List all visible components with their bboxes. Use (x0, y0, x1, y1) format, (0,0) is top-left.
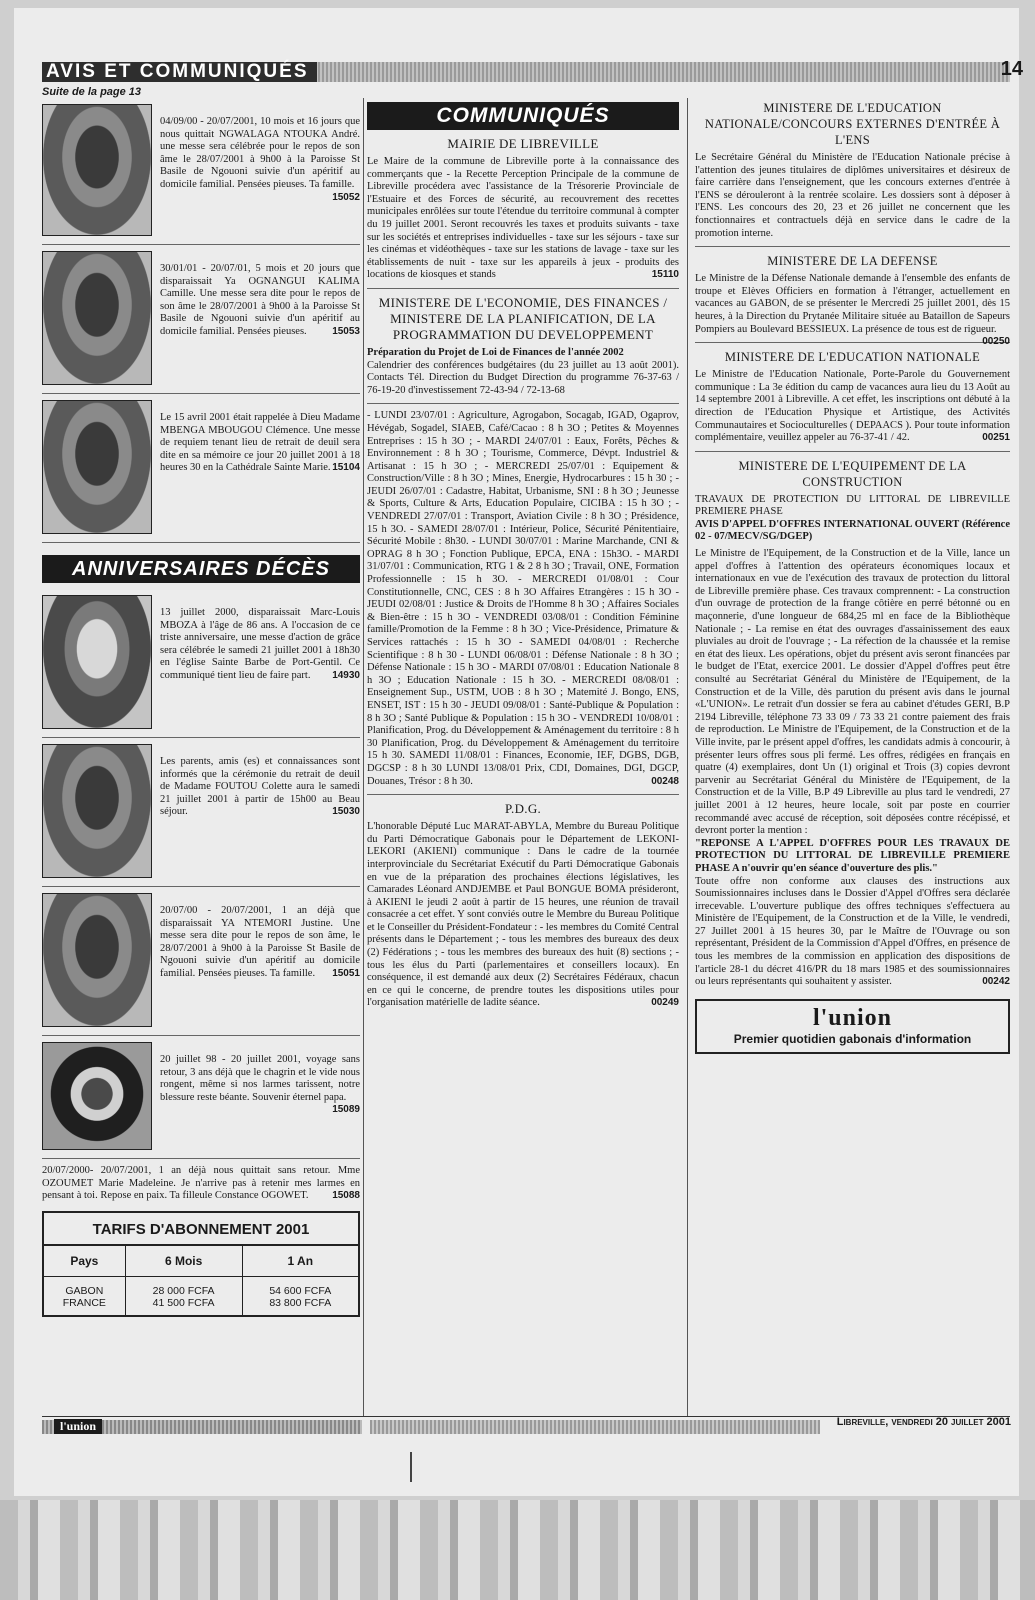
union-tagline: Premier quotidien gabonais d'information (733, 1031, 972, 1046)
equipement-text: Le Ministre de l'Equipement, de la Construction et de la Ville, lance un appel d'offres à l'attention des opérateurs économiques locaux et internationaux en vue de l'exécution des travaux de protection du littoral de Libreville première phase. Ces travaux comprennent: - La construction d'un ouvrage de protection de la frange côtière en perré bétonné ou en maçonnerie, d'une longueur de 684,25 ml en face de la Bibliothèque Nationale ; - La remise en état des ouvrages d'assainissement des eaux pluviales au droit de l'ouvrage ; - La réfection de la chaussée et la remise en état des lieux. Les opérations, objet du présent avis seront financées par le budget de l'Etat, exercice 2001. Le dossier d'Appel d'offres peut être consulté au Secrétariat Général du Ministère de l'Equipement, de la Construction et de la Ville, dès parution du présent avis dans le journal «L'UNION». Le retrait d'un dossier se fera au cabinet d'études GERI, B.P 2194 Libreville, téléphone 73 33 09 / 73 33 21 contre paiement des frais de reproduction. Le Ministre de l'Equipement, de la Construction et de la Ville invite, par le présent appel d'offres, les candidats admis à concourir, à présenter leurs offres sous pli fermé. Les offres, rédigées en français en quatre (4) exemplaires, dont Un (1) original et Trois (3) copies devront parvenir au Secrétariat Général du Ministère de l'Equipement, de la Construction et de la Ville, B.P 49 Libreville au plus tard le vendredi, 27 juillet 2001 à 12 heures, heure locale, soit par poste en courrier recommandé avec accusé de réception, soit déposées contre récépissé, et devront porter la mention : (695, 548, 1010, 837)
ad-reference: 00250 (982, 336, 1010, 348)
ad-reference: 15030 (332, 806, 360, 818)
portrait-photo (42, 400, 152, 534)
left-column (42, 98, 360, 1317)
anniversary-item (42, 1036, 360, 1159)
ens-text: Le Secrétaire Général du Ministère de l'Education Nationale précise à l'attention des jeunes titulaires de diplômes universitaires et désireux de faire carrière dans l'enseignement, que les concours externes d'entrée à l'ENS se dérouleront à la rentrée scolaire. Les dossiers sont à déposer à l'ENS. Les concours des 20, 23 et 26 juillet ne concernent que les fonctionnaires et contractuels déjà en service dans le cadre de la promotion interne. (695, 152, 1010, 239)
divider (695, 246, 1010, 247)
column-header: 6 Mois (125, 1246, 242, 1277)
footer-logo: l'union (54, 1419, 102, 1434)
scan-background (0, 1500, 1035, 1600)
union-promo-box (695, 999, 1010, 1054)
tender-mention: "REPONSE A L'APPEL D'OFFRES POUR LES TRAVAUX DE PROTECTION DU LITTORAL DE LIBREVILLE PREMIERE PHASE A n'ouvrir qu'en séance d'ouverture des plis." (695, 837, 1010, 874)
anniversary-text: 20 juillet 98 - 20 juillet 2001, voyage sans retour, 3 ans déjà que le chagrin et le vide nous rongent, même si nos larmes tarissent, notre blessure reste béante. Souvenir éternel papa. (160, 1054, 360, 1103)
equipement-text-continued: Toute offre non conforme aux clauses des instructions aux Soumissionnaires incluses dans le Dossier d'Appel d'Offres sera déclarée irrecevable. L'ouverture publique des offres techniques s'effectuera au Ministère de l'Equipement, de la Construction et de la Ville, le vendredi, 27 Juillet 2001 à 15 heures 30, par le Maître de l'Ouvrage ou son représentant, Président de la Commission d'Appel d'Offres, en présence de tous les membres de la commission en application des dispositions de l'article 28-1 du décret 416/PR du 18 mars 1985 et des soumissionnaires ou leurs représentants qui souhaitent y assister. 00242 (695, 875, 1010, 988)
mairie-text: Le Maire de la commune de Libreville porte à la connaissance des commerçants que - la Recette Perception Principale de la commune de Libreville procédera avec l'assistance de la Trésorerie Provinciale de l'Estuaire et des Forces de sécurité, au recouvrement des recettes municipales enrôlées sur toute l'étendue du territoire communal à compter du 19 juillet 2001. Seront recouvrés les taxes et produits suivants - taxe sur les sociétés et entreprises individuelles - taxe sur les séjours - taxe sur les cinémas et vidéothèques - taxe sur les stations de lavage - taxe sur les établissements de nuit - taxe sur les appareils à jeux - produits des locations de kiosques et stands 15110 (367, 156, 679, 281)
footer-dateline: Libreville, vendredi 20 juillet 2001 (836, 1416, 1011, 1428)
portrait-photo (42, 744, 152, 878)
pdg-heading: P.D.G. (504, 801, 542, 817)
ad-reference: 14930 (332, 669, 360, 681)
table-cell: 41 500 FCFA (152, 1296, 215, 1309)
subscription-rates (42, 1211, 360, 1317)
anniversary-item (42, 589, 360, 738)
obituary-item (42, 98, 360, 245)
divider (695, 451, 1010, 452)
pdg-text: L'honorable Député Luc MARAT-ABYLA, Membre du Bureau Politique du Parti Démocratique Gabonais pour le Département de LEKONI-LEKORI (AKIENI) communique : Dans le cadre de la tournée interprovinciale du Secrétariat Exécutif du Parti Démocratique Gabonais en vue de la préparation des prochaines élections législatives, les Camarades Léonard ANDJEMBE et Paul BONGUE BOMA présideront, à AKIENI le jeudi 2 août à partir de 15 heures, une réunion de travail consacrée a cet effet. Y sont conviés outre le Membre du Bureau Politique et le Conseiller du Président-Fondateur : - les membres du Comité Central présents dans le Département ; - tous les membres des bureaux des deux (2) Fédérations ; - tous les membres des bureaux des huit (8) sections ; - tous les élus du Parti (parlementaires et conseillers locaux). En conséquence, il est demandé aux deux (2) Secrétaires Fédéraux, chacun en ce qui le concerne, de prendre toutes les dispositions utiles pour l'organisation matérielle de ladite séance. 00249 (367, 821, 679, 1009)
rates-table (44, 1246, 358, 1315)
economie-text: Calendrier des conférences budgétaires (du 23 juillet au 13 août 2001). Contacts Tél. Direction du Budget Direction du programme 76-37-63 / 76-19-20 d'investissement 72-43-94 / 72-13-68 (367, 359, 679, 396)
anniversaires-banner: ANNIVERSAIRES DÉCÈS (42, 555, 360, 583)
ad-reference: 15088 (332, 1190, 360, 1202)
obituary-text: 04/09/00 - 20/07/2001, 10 mois et 16 jours que nous quittait NGWALAGA NTOUKA André. une messe sera célébrée pour le repos de son âme le 28/07/2001 à 9h00 à la Paroisse St Basile de Ngouoni suivie d'un apéritif au domicile familial. Pensées pieuses. Ta famille. (160, 116, 360, 190)
ad-reference: 15110 (651, 269, 679, 281)
portrait-photo (42, 1042, 152, 1150)
anniversary-item (42, 887, 360, 1036)
ens-heading: MINISTERE DE L'EDUCATION NATIONALE/CONCOURS EXTERNES D'ENTRÉE À L'ENS (704, 101, 1001, 147)
ad-reference: 15104 (332, 462, 360, 474)
anniversary-text: 13 juillet 2000, disparaissait Marc-Louis MBOZA à l'âge de 86 ans. A l'occasion de ce triste anniversaire, une messe d'action de grâce sera célébrée le samedi 21 juillet 2001 à 18h30 en l'église Sainte Barbe de Port-Gentil. Ce communiqué tient lieu de faire part. (160, 607, 360, 681)
obituary-text: Le 15 avril 2001 était rappelée à Dieu Madame MBENGA MBOUGOU Clémence. Une messe de requiem tenant lieu de retrait de deuil sera dite en sa mémoire ce jour 20 juillet 2001 à 18 heures 30 en la Cathédrale Sainte Marie. (160, 412, 360, 474)
tender-notice-title: AVIS D'APPEL D'OFFRES INTERNATIONAL OUVERT (Référence 02 - 07/MECV/SG/DGEP) (695, 518, 1010, 543)
obituary-item (42, 394, 360, 543)
table-cell: 83 800 FCFA (269, 1296, 332, 1309)
economie-intro: Préparation du Projet de Loi de Finances de l'année 2002 (367, 346, 624, 358)
ad-reference: 15089 (332, 1104, 360, 1116)
middle-column (367, 98, 679, 1010)
education-text: Le Ministre de l'Education Nationale, Porte-Parole du Gouvernement communique : La 3e édition du camp de vacances aura lieu du 13 Août au 14 septembre 2001 à Libreville. A cet effet, les inscriptions ont débuté à la direction de l'Education Physique et Artistique, des Activités Communautaires et Socioculturelles ( DEPAACS ). Pour toute information complémentaire, veuillez appeler au 76-37-41 / 42. 00251 (695, 369, 1010, 444)
page-mark (410, 1452, 412, 1482)
ad-reference: 00242 (982, 976, 1010, 988)
anniversary-text: Les parents, amis (es) et connaissances sont informés que la cérémonie du retrait de deuil de Madame FOUTOU Colette aura le samedi 21 juillet 2001 à partir de 15h00 au Beau séjour. (160, 756, 360, 818)
equipement-heading: MINISTERE DE L'EQUIPEMENT DE LA CONSTRUCTION (738, 458, 967, 489)
obituary-text: 30/01/01 - 20/07/01, 5 mois et 20 jours que disparaissait Ya OGNANGUI KALIMA Camille. Une messe sera dite pour le repos de son âme le 28/07/2001 à 9h00 à la Paroisse St Basile de Ngouoni suivie d'un apéritif au domicile familial. Pensées pieuses. (160, 263, 360, 337)
right-column (695, 98, 1010, 1054)
divider (367, 403, 679, 404)
economie-heading: MINISTERE DE L'ECONOMIE, DES FINANCES / MINISTERE DE LA PLANIFICATION, DE LA PROGRAMMATION DU DEVELOPPEMENT (378, 294, 668, 342)
education-heading: MINISTERE DE L'EDUCATION NATIONALE (724, 350, 981, 365)
mairie-heading: MAIRIE DE LIBREVILLE (447, 136, 599, 151)
column-rule (687, 98, 688, 1416)
divider (367, 794, 679, 795)
footer-band (370, 1420, 820, 1434)
obituary-item (42, 245, 360, 394)
ad-reference: 00251 (982, 432, 1010, 444)
portrait-photo (42, 251, 152, 385)
rates-title: TARIFS D'ABONNEMENT 2001 (44, 1213, 358, 1246)
section-title: AVIS ET COMMUNIQUÉS (42, 62, 317, 82)
defense-text: Le Ministre de la Défense Nationale demande à l'ensemble des enfants de troupe et Elèves Officiers en formation à l'étranger, actuellement en vacances au GABON, de se présenter le Mercredi 25 juillet 2001, dès 15 heures, à la Direction du Prytanée Militaire située au Bataillon de Sapeurs Pompiers au Boulevard BESSIEUX. La présence de tous est de rigueur. 00250 (695, 273, 1010, 348)
column-header: 1 An (242, 1246, 358, 1277)
page-number: 14 (1000, 58, 1023, 80)
defense-heading: MINISTERE DE LA DEFENSE (767, 254, 938, 269)
column-rule (363, 98, 364, 1416)
portrait-photo (42, 893, 152, 1027)
equipement-subheading: TRAVAUX DE PROTECTION DU LITTORAL DE LIBREVILLE PREMIERE PHASE (695, 493, 1010, 518)
budget-schedule: - LUNDI 23/07/01 : Agriculture, Agrogabon, Socagab, IGAD, Ogaprov, Hévégab, Sogadel, SIAEB, Café/Cacao : 8 h 3O ; Petites & Moyennes Entreprises : 15 h 3O ; - MARDI 24/07/01 : Eaux, Forêts, Pêches & Environnement : 8 h 3O ; Tourisme, Commerce, Dévpt. Industriel & Artisanat : 15 h 3O ; - MERCREDI 25/07/01 : Equipement & Construction/Ville : 8 h 3O ; Mines, Energie, Hydrocarbures : 15 h 30 ; - JEUDI 26/07/01 : Cadastre, Habitat, Urbanisme, SNI : 8 h 3O ; Jeunesse & Sports, Culture & Arts, Education Populaire, CICIBA : 15 h 3O ; - VENDREDI 27/07/01 : Transport, Aviation Civile : 8 h 3O ; Présidence, 15 h 3O. - SAMEDI 28/07/01 : Intérieur, Police, Sécurité Pénitentiaire, Sécurité Mobile : 8h30. - LUNDI 30/07/01 : Marine Marchande, CNI & OPRAG 8 h 3O ; Fonction Publique, EPCA, ENA : 15h3O. - MARDI 31/07/01 : Communication, RTG 1 & 2 8 h 3O ; Travail, ONE, Formation Professionnelle : 15 h 3O. - MERCREDI 01/08/01 : Cour Constitutionnelle, CNC, CES : 8 h 3O Affaires Etrangères : 15 h 3O - JEUDI 02/08/01 : Justice & Droits de l'Homme 8 h 3O ; Affaires Sociales & Bien-être : 15 h 3O - VENDREDI 03/08/01 : Condition Féminine famille/Promotion de la Femme : 8 h 3O ; Vice-Présidence, Primature & Services rattachés : 15 h 3O - SAMEDI 04/08/01 : Recherche Scientifique : 8 h 30 - LUNDI 06/08/01 : Défense Nationale : 8 h 3O ; Défense Nationale : 15 h 3O - MARDI 07/08/01 : Education Nationale 8 h 3O ; Education Nationale : 15 h 3O. - MERCREDI 08/08/01 : Enseignement Sup., USTM, UOB : 8 h 3O ; Matemité J. Bongo, ENS, ENSET, IST : 15 h 30 - JEUDI 09/08/01 : Santé-Publique & Population : 8 h 3O ; Santé Publique & Population : 15 h 3O - VENDREDI 10/08/01 : Planification, Prog. du Développement & Aménagement du territoire : 8 h 30 Planification, Prog. du Développement & Aménagement du territoire 15 h 30. SAMEDI 11/08/01 : Finances, Economie, IEF, DGBS, DGB, DGCSP : 8 h 30 LUNDI 13/08/01 Prix, CDI, Domaines, DGI, DGCP, Douanes, Trésor : 8 h 30. 00248 (367, 410, 679, 787)
ad-reference: 00248 (651, 775, 679, 787)
ad-reference: 00249 (651, 997, 679, 1009)
continuation-note: Suite de la page 13 (42, 86, 142, 98)
divider (695, 342, 1010, 343)
ad-reference: 15052 (332, 191, 360, 203)
ad-reference: 15053 (332, 325, 360, 337)
table-row (44, 1276, 358, 1315)
column-header: Pays (44, 1246, 125, 1277)
portrait-photo (42, 595, 152, 729)
table-cell: FRANCE (62, 1296, 106, 1309)
portrait-photo (42, 104, 152, 236)
table-cell: GABON (65, 1284, 104, 1297)
divider (367, 288, 679, 289)
communiques-banner: COMMUNIQUÉS (367, 102, 679, 130)
union-logo: l'union (812, 1004, 893, 1031)
table-cell: 54 600 FCFA (269, 1284, 332, 1297)
anniversary-item (42, 738, 360, 887)
table-cell: 28 000 FCFA (152, 1284, 215, 1297)
anniversary-notice: 20/07/2000- 20/07/2001, 1 an déjà nous quittait sans retour. Mme OZOUMET Marie Madeleine. Je n'arrive pas à retenir mes larmes en pensant à toi. Repose en paix. Ta filleule Constance OGOWET. 15088 (42, 1165, 360, 1202)
ad-reference: 15051 (332, 967, 360, 979)
anniversary-text: 20/07/00 - 20/07/2001, 1 an déjà que disparaissait YA NTEMORI Justine. Une messe sera dite pour le repos de son âme, le 28/07/2001 à 9h00 à la Paroisse St Basile de Ngouoni suivie d'un apéritif au domicile familial. Pensées pieuses. Ta famille. (160, 905, 360, 979)
